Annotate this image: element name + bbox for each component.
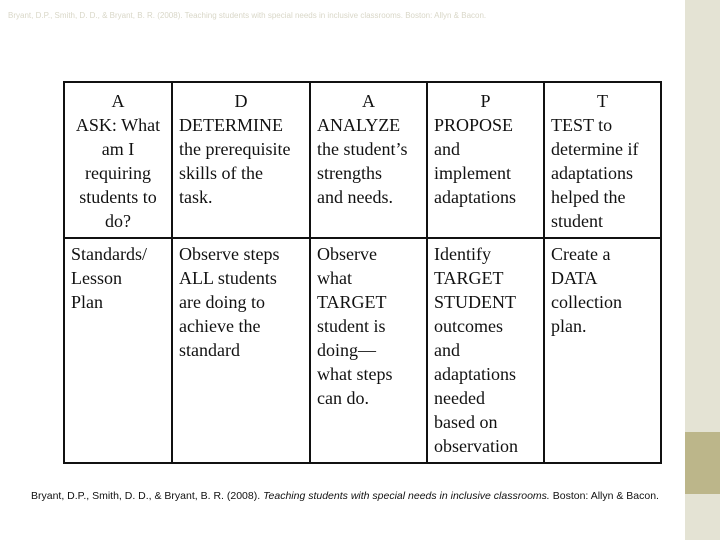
- header-text-line: task.: [179, 187, 213, 207]
- body-cell-analyze: [310, 238, 427, 463]
- header-text-line: the prerequisite: [179, 139, 291, 159]
- header-cell-propose: [427, 82, 544, 238]
- body-text-line: DATA: [551, 268, 598, 288]
- adapt-framework-table: [63, 81, 662, 464]
- body-cell-determine: [172, 238, 310, 463]
- header-text-line: the student’s: [317, 139, 408, 159]
- table-header-row: [64, 82, 661, 238]
- header-cell-ask: [64, 82, 172, 238]
- body-text-line: outcomes: [434, 316, 503, 336]
- header-text-line: determine if: [551, 139, 639, 159]
- body-text-line: Observe steps: [179, 244, 280, 264]
- header-text-line: adaptations: [434, 187, 516, 207]
- body-cell-propose: [427, 238, 544, 463]
- body-text-line: student is: [317, 316, 386, 336]
- header-letter: A: [111, 91, 125, 111]
- header-text-line: requiring: [85, 163, 151, 183]
- body-text-line: observation: [434, 436, 518, 456]
- header-text-line: implement: [434, 163, 511, 183]
- header-text-line: students to: [79, 187, 157, 207]
- header-letter: D: [234, 91, 248, 111]
- header-text-line: DETERMINE: [179, 115, 283, 135]
- body-text-line: Plan: [71, 292, 104, 312]
- body-text-line: needed: [434, 388, 485, 408]
- header-text-line: am I: [101, 139, 135, 159]
- body-cell-test: [544, 238, 661, 463]
- header-letter: T: [597, 91, 608, 111]
- body-text-line: standard: [179, 340, 240, 360]
- body-text-line: TARGET: [317, 292, 387, 312]
- header-text-line: skills of the: [179, 163, 263, 183]
- header-text-line: and: [434, 139, 460, 159]
- header-cell-analyze: [310, 82, 427, 238]
- header-text-line: adaptations: [551, 163, 633, 183]
- body-text-line: can do.: [317, 388, 369, 408]
- body-text-line: plan.: [551, 316, 587, 336]
- body-text-line: Standards/: [71, 244, 147, 264]
- header-letter: P: [480, 91, 491, 111]
- header-text-line: PROPOSE: [434, 115, 514, 135]
- header-text-line: ASK: What: [75, 115, 161, 135]
- body-text-line: and: [434, 340, 460, 360]
- citation-authors: Bryant, D.P., Smith, D. D., & Bryant, B. R. (2008).: [31, 490, 264, 502]
- header-text-line: helped the: [551, 187, 626, 207]
- body-text-line: collection: [551, 292, 622, 312]
- body-text-line: what: [317, 268, 352, 288]
- body-text-line: what steps: [317, 364, 393, 384]
- citation-book-title: Teaching students with special needs in inclusive classrooms.: [263, 490, 550, 502]
- header-letter: A: [362, 91, 375, 111]
- body-text-line: Lesson: [71, 268, 122, 288]
- body-text-line: Create a: [551, 244, 611, 264]
- body-text-line: ALL students: [179, 268, 277, 288]
- body-cell-ask: [64, 238, 172, 463]
- header-cell-test: [544, 82, 661, 238]
- header-cell-determine: [172, 82, 310, 238]
- header-text-line: TEST to: [551, 115, 613, 135]
- citation-publisher: Boston: Allyn & Bacon.: [549, 490, 659, 502]
- header-text-line: student: [551, 211, 603, 231]
- header-text-line: do?: [105, 211, 131, 231]
- body-text-line: Observe: [317, 244, 377, 264]
- header-text-line: strengths: [317, 163, 382, 183]
- faint-header-citation: Bryant, D.P., Smith, D. D., & Bryant, B. R. (2008). Teaching students with special needs in inclusive classrooms. Boston: Allyn & Bacon.: [8, 11, 487, 20]
- body-text-line: STUDENT: [434, 292, 516, 312]
- body-text-line: Identify: [434, 244, 491, 264]
- header-text-line: and needs.: [317, 187, 393, 207]
- table-body-row: [64, 238, 661, 463]
- body-text-line: based on: [434, 412, 498, 432]
- body-text-line: are doing to: [179, 292, 265, 312]
- decorative-side-bar-accent: [685, 432, 720, 494]
- body-text-line: TARGET: [434, 268, 504, 288]
- body-text-line: adaptations: [434, 364, 516, 384]
- body-text-line: doing—: [317, 340, 377, 360]
- citation-footer: [31, 490, 691, 502]
- header-text-line: ANALYZE: [317, 115, 401, 135]
- body-text-line: achieve the: [179, 316, 261, 336]
